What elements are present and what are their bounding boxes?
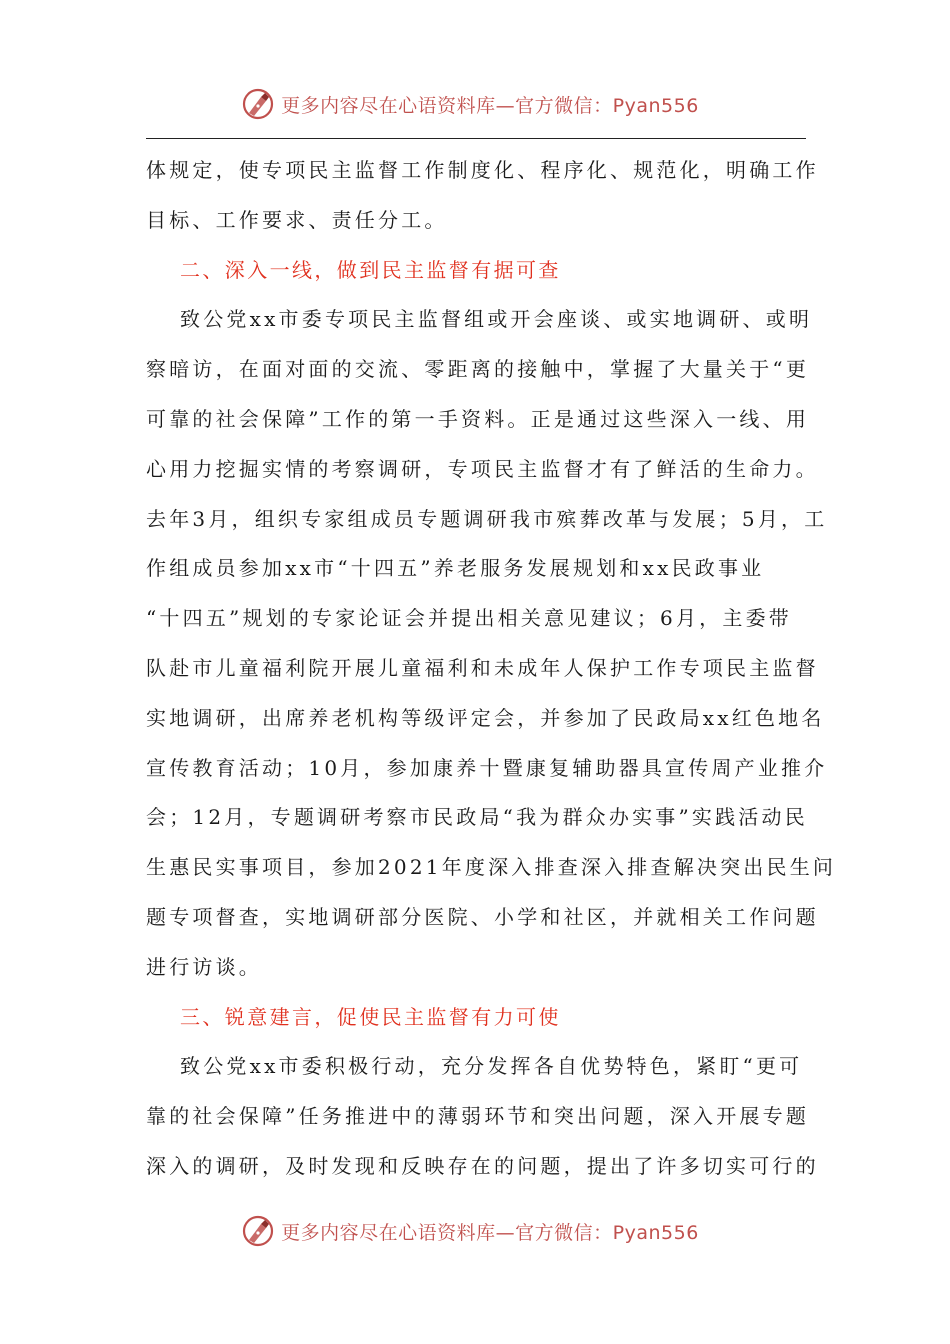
body-line: 去年3月，组织专家组成员专题调研我市殡葬改革与发展；5月，工 [146, 506, 828, 531]
header-banner [0, 84, 950, 124]
body-line: 宣传教育活动；10月，参加康养十暨康复辅助器具宣传周产业推介 [146, 755, 828, 780]
body-line: 致公党xx市委积极行动，充分发挥各自优势特色，紧盯“更可 [180, 1054, 803, 1079]
body-line: 进行访谈。 [146, 954, 262, 979]
body-line: 可靠的社会保障”工作的第一手资料。正是通过这些深入一线、用 [146, 406, 810, 431]
footer-banner-text: 更多内容尽在心语资料库—官方微信：Pyan556 [281, 1221, 699, 1244]
body-line: 深入的调研，及时发现和反映存在的问题，提出了许多切实可行的 [146, 1153, 819, 1178]
pen-nib-logo-icon [241, 1214, 275, 1248]
body-line: 靠的社会保障”任务推进中的薄弱环节和突出问题，深入开展专题 [146, 1104, 810, 1129]
body-line: 目标、工作要求、责任分工。 [146, 207, 448, 232]
body-line: “十四五”规划的专家论证会并提出相关意见建议；6月，主委带 [146, 606, 792, 631]
body-line: 致公党xx市委专项民主监督组或开会座谈、或实地调研、或明 [180, 307, 813, 332]
footer-banner [0, 1211, 950, 1251]
body-line: 实地调研，出席养老机构等级评定会，并参加了民政局xx红色地名 [146, 705, 825, 730]
body-line: 生惠民实事项目，参加2021年度深入排查深入排查解决突出民生问 [146, 855, 837, 880]
header-divider [146, 138, 806, 139]
body-line: 队赴市儿童福利院开展儿童福利和未成年人保护工作专项民主监督 [146, 655, 819, 680]
section-heading: 三、锐意建言，促使民主监督有力可使 [180, 1004, 561, 1029]
pen-nib-logo-icon [241, 87, 275, 121]
body-line: 作组成员参加xx市“十四五”养老服务发展规划和xx民政事业 [146, 556, 765, 581]
body-line: 心用力挖掘实情的考察调研，专项民主监督才有了鲜活的生命力。 [146, 456, 819, 481]
body-line: 题专项督查，实地调研部分医院、小学和社区，并就相关工作问题 [146, 904, 819, 929]
header-banner-text: 更多内容尽在心语资料库—官方微信：Pyan556 [281, 94, 699, 117]
body-line: 会；12月，专题调研考察市民政局“我为群众办实事”实践活动民 [146, 805, 808, 830]
body-line: 体规定，使专项民主监督工作制度化、程序化、规范化，明确工作 [146, 158, 819, 182]
section-heading: 二、深入一线，做到民主监督有据可查 [180, 257, 561, 282]
body-line: 察暗访，在面对面的交流、零距离的接触中，掌握了大量关于“更 [146, 357, 810, 382]
document-body [146, 146, 837, 1192]
